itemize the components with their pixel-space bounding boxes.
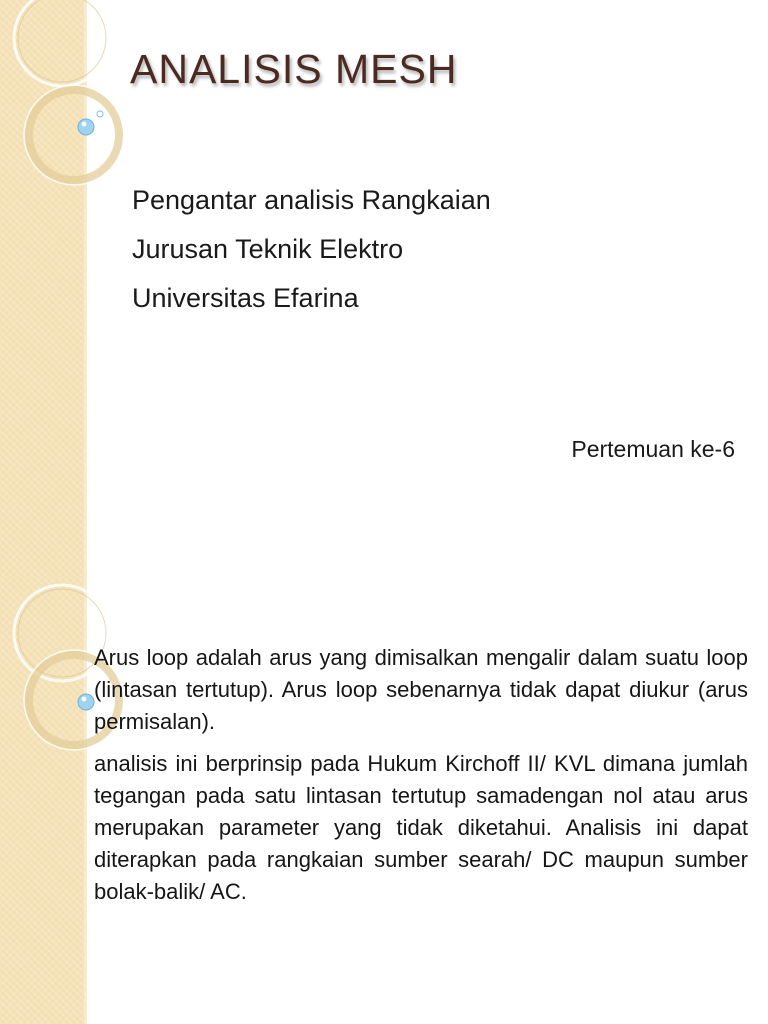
content-slide: [0, 578, 768, 1024]
subtitle-line-university: Universitas Efarina: [132, 283, 359, 313]
meeting-number: Pertemuan ke-6: [571, 436, 735, 462]
decorative-rings-icon: [0, 0, 140, 200]
subtitle-line-department: Jurusan Teknik Elektro: [132, 234, 404, 264]
paragraph-loop-current: Arus loop adalah arus yang dimisalkan mengalir dalam suatu loop (lintasan tertutup). Arus loop sebenarnya tidak dapat diukur (arus permisalan).: [94, 645, 748, 734]
slide-title: ANALISIS MESH: [130, 46, 458, 92]
paragraph-mesh-principle: analisis ini berprinsip pada Hukum Kirchoff II/ KVL dimana jumlah tegangan pada satu lintasan tertutup samadengan nol atau arus merupakan parameter yang tidak diketahui. Analisis ini dapat diterapkan pada rangkaian sumber searah/ DC maupun sumber bolak-balik/ AC.: [94, 751, 748, 904]
subtitle-list: [132, 176, 491, 323]
subtitle-line-course: Pengantar analisis Rangkaian: [132, 185, 491, 215]
